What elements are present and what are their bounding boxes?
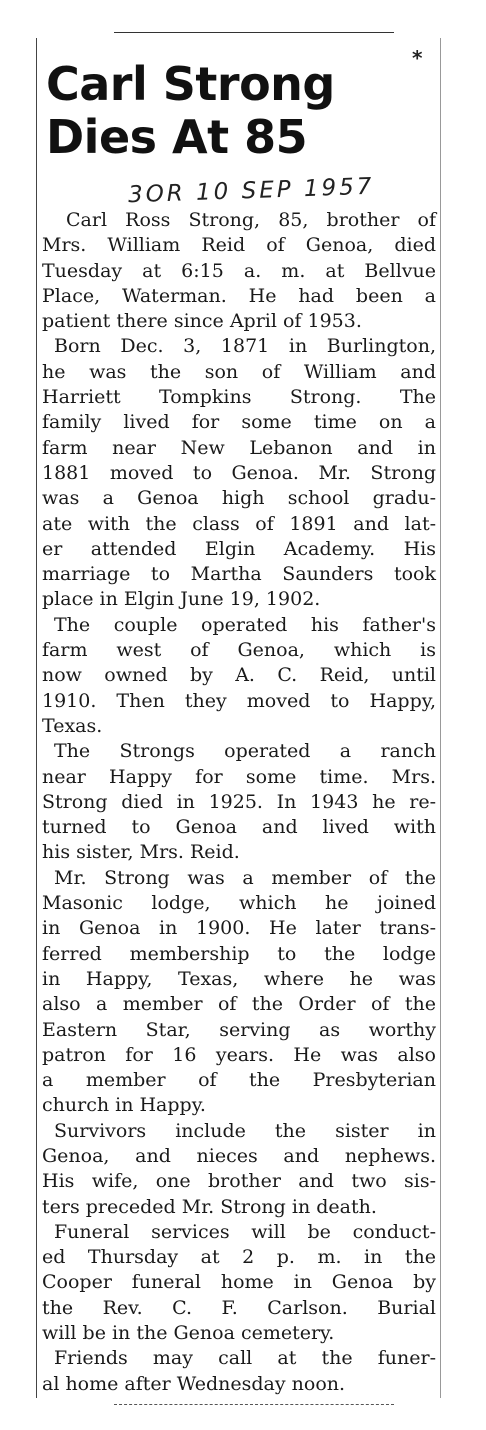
- article-body: [42, 208, 436, 1397]
- article-paragraph: [42, 739, 436, 865]
- article-line: he was the son of William and: [42, 360, 436, 383]
- article-line: The couple operated his father's: [54, 613, 436, 636]
- left-column-rule: [36, 38, 37, 1398]
- top-rule: [114, 32, 394, 33]
- article-line: patient there since April of 1953.: [42, 310, 362, 333]
- article-line: Texas.: [42, 714, 103, 737]
- article-line: ters preceded Mr. Strong in death.: [42, 1195, 377, 1218]
- article-line: in Genoa in 1900. He later trans-: [42, 917, 436, 940]
- article-line: Friends may call at the funer-: [54, 1347, 436, 1370]
- article-line: church in Happy.: [42, 1094, 206, 1117]
- article-line: Masonic lodge, which he joined: [42, 892, 436, 915]
- article-line: His wife, one brother and two sis-: [42, 1170, 436, 1193]
- article-line: was a Genoa high school gradu-: [42, 487, 436, 510]
- bottom-rule: [114, 1404, 394, 1405]
- article-line: will be in the Genoa cemetery.: [42, 1322, 335, 1345]
- article-line: marriage to Martha Saunders took: [42, 563, 436, 586]
- article-line: his sister, Mrs. Reid.: [42, 841, 240, 864]
- article-paragraph: [42, 208, 436, 334]
- article-line: Mr. Strong was a member of the: [54, 866, 436, 889]
- article-line: ate with the class of 1891 and lat-: [42, 512, 436, 535]
- article-line: Strong died in 1925. In 1943 he re-: [42, 790, 436, 813]
- newspaper-clipping: [36, 30, 444, 1402]
- article-line: Genoa, and nieces and nephews.: [42, 1144, 436, 1167]
- article-line: Mrs. William Reid of Genoa, died: [42, 234, 436, 257]
- article-line: the Rev. C. F. Carlson. Burial: [42, 1296, 436, 1319]
- article-line: Carl Ross Strong, 85, brother of: [66, 209, 436, 231]
- article-paragraph: [42, 1119, 436, 1220]
- article-line: farm west of Genoa, which is: [42, 639, 436, 662]
- article-line: Eastern Star, serving as worthy: [42, 1018, 436, 1041]
- article-line: near Happy for some time. Mrs.: [42, 765, 436, 788]
- article-line: Cooper funeral home in Genoa by: [42, 1271, 436, 1294]
- article-paragraph: [42, 866, 436, 1119]
- article-paragraph: [42, 334, 436, 612]
- headline-line: Carl Strong: [46, 57, 335, 111]
- article-line: Harriett Tompkins Strong. The: [42, 386, 436, 409]
- article-paragraph: [42, 1346, 436, 1397]
- article-line: The Strongs operated a ranch: [54, 740, 436, 763]
- article-line: al home after Wednesday noon.: [42, 1372, 346, 1395]
- article-line: Survivors include the sister in: [54, 1119, 436, 1142]
- article-paragraph: [42, 613, 436, 739]
- article-line: Tuesday at 6:15 a. m. at Bellvue: [42, 259, 436, 282]
- article-line: turned to Genoa and lived with: [42, 816, 436, 839]
- article-line: 1910. Then they moved to Happy,: [42, 689, 436, 712]
- article-line: patron for 16 years. He was also: [42, 1043, 436, 1066]
- article-line: 1881 moved to Genoa. Mr. Strong: [42, 461, 436, 484]
- article-line: place in Elgin June 19, 1902.: [42, 588, 321, 611]
- right-column-rule: [440, 38, 441, 1398]
- article-line: ferred membership to the lodge: [42, 942, 436, 965]
- article-line: Place, Waterman. He had been a: [42, 284, 436, 307]
- article-line: family lived for some time on a: [42, 411, 436, 434]
- annotation-mark: *: [412, 46, 423, 70]
- article-line: farm near New Lebanon and in: [42, 436, 436, 459]
- article-line: also a member of the Order of the: [42, 993, 436, 1016]
- headline-line: Dies At 85: [46, 110, 308, 164]
- headline: [46, 58, 416, 164]
- article-line: a member of the Presbyterian: [42, 1069, 436, 1092]
- article-line: Born Dec. 3, 1871 in Burlington,: [54, 335, 436, 358]
- article-line: Funeral services will be conduct-: [54, 1220, 436, 1243]
- article-line: in Happy, Texas, where he was: [42, 967, 436, 990]
- handwritten-date: 3OR 10 SEP 1957: [127, 173, 375, 209]
- article-line: ed Thursday at 2 p. m. in the: [42, 1246, 436, 1269]
- article-line: now owned by A. C. Reid, until: [42, 664, 436, 687]
- article-line: er attended Elgin Academy. His: [42, 537, 436, 560]
- article-paragraph: [42, 1220, 436, 1346]
